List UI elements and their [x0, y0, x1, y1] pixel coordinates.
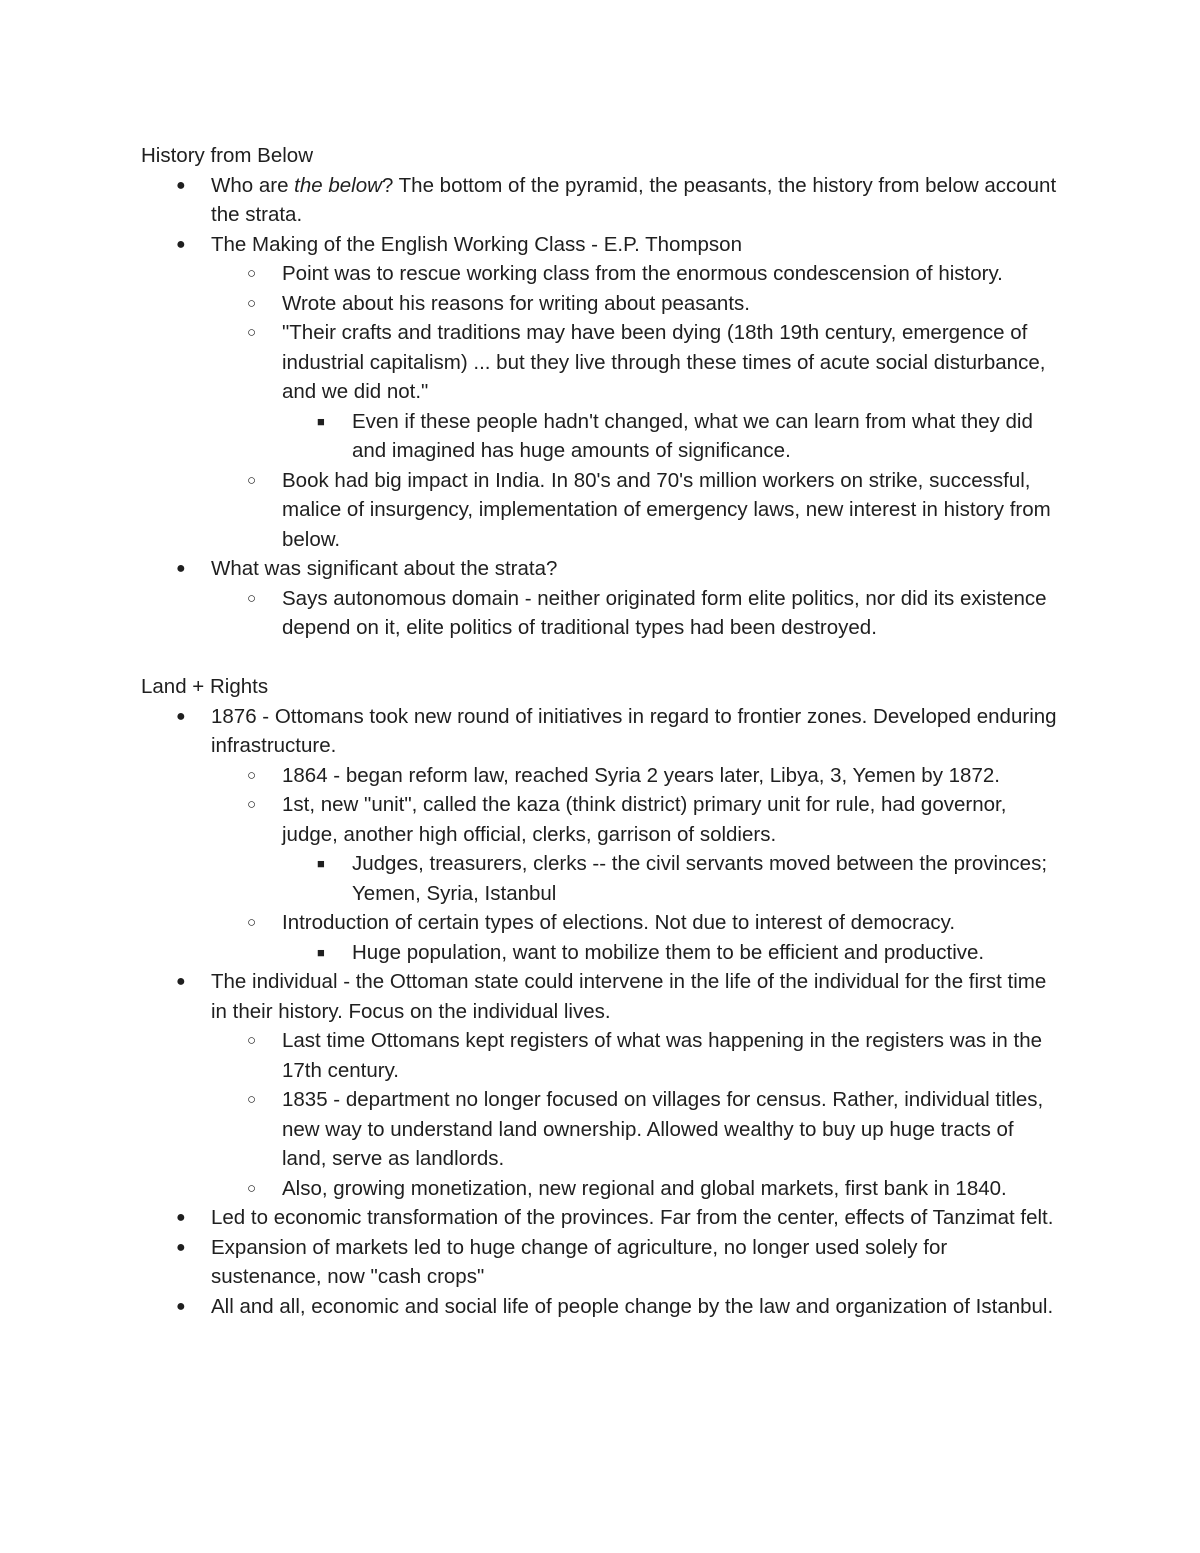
bullet-disc-icon: ● [176, 176, 186, 194]
bullet-circle-icon: ○ [247, 589, 257, 607]
bullet-circle-icon: ○ [247, 324, 257, 341]
list-item [141, 466, 1061, 555]
list-item-text: Expansion of markets led to huge change of agriculture, no longer used solely for sustenance, now "cash crops" [211, 1235, 948, 1288]
bullet-disc-icon: ● [176, 973, 186, 990]
list-item [141, 171, 1061, 230]
section-heading: History from Below [141, 144, 314, 167]
list-item [141, 908, 1061, 938]
bullet-list [141, 702, 1061, 1322]
text-run: ? The bottom of the pyramid, the peasants, the history from below account the strata. [211, 173, 1057, 226]
list-item [141, 259, 1061, 289]
list-item [141, 230, 1061, 260]
section-heading: Land + Rights [141, 675, 269, 698]
list-item-text: Last time Ottomans kept registers of what was happening in the registers was in the 17th century. [282, 1029, 1043, 1082]
list-item [141, 702, 1061, 761]
list-item [141, 1174, 1061, 1204]
list-item-text: The Making of the English Working Class - E.P. Thompson [211, 232, 742, 256]
list-item [141, 289, 1061, 319]
bullet-disc-icon: ● [176, 1297, 186, 1315]
list-item-text: 1835 - department no longer focused on villages for census. Rather, individual titles, new way to understand land ownership. Allowed wealthy to buy up huge tracts of land, serve as landlords. [282, 1088, 1044, 1170]
list-item [141, 1292, 1061, 1322]
list-item-text: "Their crafts and traditions may have been dying (18th 19th century, emergence of industrial capitalism) ... but they live through these times of acute social disturbance, and we did not." [282, 321, 1046, 403]
document-body [141, 141, 1061, 1321]
list-item [141, 1203, 1061, 1233]
list-item-text: Huge population, want to mobilize them to be efficient and productive. [352, 940, 985, 964]
list-item-text: Led to economic transformation of the provinces. Far from the center, effects of Tanzimat felt. [211, 1206, 1054, 1229]
list-item-text: Wrote about his reasons for writing about peasants. [282, 291, 750, 315]
list-item-text: Book had big impact in India. In 80's and 70's million workers on strike, successful, malice of insurgency, implementation of emergency laws, new interest in history from below. [282, 468, 1051, 551]
list-item [141, 407, 1061, 466]
list-item-text: Point was to rescue working class from the enormous condescension of history. [282, 262, 1003, 285]
list-item [141, 761, 1061, 791]
text-run: Who are [211, 173, 295, 197]
bullet-disc-icon: ● [176, 235, 186, 253]
bullet-circle-icon: ○ [247, 471, 257, 489]
bullet-circle-icon: ○ [247, 1032, 257, 1049]
bullet-list [141, 171, 1061, 643]
bullet-circle-icon: ○ [247, 766, 257, 784]
list-item [141, 318, 1061, 407]
list-item [141, 584, 1061, 643]
list-item-text: Even if these people hadn't changed, what we can learn from what they did and imagined has huge amounts of significance. [352, 409, 1033, 462]
section-spacer [141, 643, 1061, 673]
list-item-text: 1864 - began reform law, reached Syria 2 years later, Libya, 3, Yemen by 1872. [282, 763, 1000, 787]
list-item [141, 849, 1061, 908]
bullet-disc-icon: ● [176, 1238, 186, 1256]
list-item-text: Judges, treasurers, clerks -- the civil servants moved between the provinces; Yemen, Syria, Istanbul [352, 852, 1048, 905]
list-item-text: 1876 - Ottomans took new round of initiatives in regard to frontier zones. Developed enduring infrastructure. [211, 704, 1057, 757]
list-item [141, 790, 1061, 849]
bullet-disc-icon: ● [176, 560, 186, 577]
bullet-circle-icon: ○ [247, 1091, 257, 1108]
bullet-circle-icon: ○ [247, 796, 257, 813]
list-item [141, 554, 1061, 584]
list-item-text: 1st, new "unit", called the kaza (think district) primary unit for rule, had governor, judge, another high official, clerks, garrison of soldiers. [282, 793, 1007, 846]
emphasis-text: the below [294, 173, 382, 197]
bullet-circle-icon: ○ [247, 265, 257, 282]
list-item [141, 967, 1061, 1026]
bullet-square-icon: ■ [317, 413, 325, 429]
list-item-text: Also, growing monetization, new regional and global markets, first bank in 1840. [282, 1176, 1007, 1200]
list-item-text: All and all, economic and social life of people change by the law and organization of Istanbul. [211, 1294, 1054, 1318]
list-item-text: The individual - the Ottoman state could intervene in the life of the individual for the first time in their history. Focus on the individual lives. [211, 970, 1047, 1023]
list-item [141, 1085, 1061, 1174]
bullet-circle-icon: ○ [247, 914, 257, 931]
bullet-circle-icon: ○ [247, 1179, 257, 1197]
list-item-text: Says autonomous domain - neither originated form elite politics, nor did its existence depend on it, elite politics of traditional types had been destroyed. [282, 586, 1047, 639]
bullet-square-icon: ■ [317, 856, 325, 871]
list-item-text: What was significant about the strata? [211, 557, 558, 580]
list-item [141, 1026, 1061, 1085]
list-item [141, 938, 1061, 968]
bullet-square-icon: ■ [317, 944, 325, 960]
bullet-disc-icon: ● [176, 707, 186, 725]
bullet-circle-icon: ○ [247, 294, 257, 312]
bullet-disc-icon: ● [176, 1209, 186, 1226]
list-item-text: Introduction of certain types of elections. Not due to interest of democracy. [282, 911, 956, 934]
list-item [141, 1233, 1061, 1292]
list-item-text [211, 174, 1056, 227]
